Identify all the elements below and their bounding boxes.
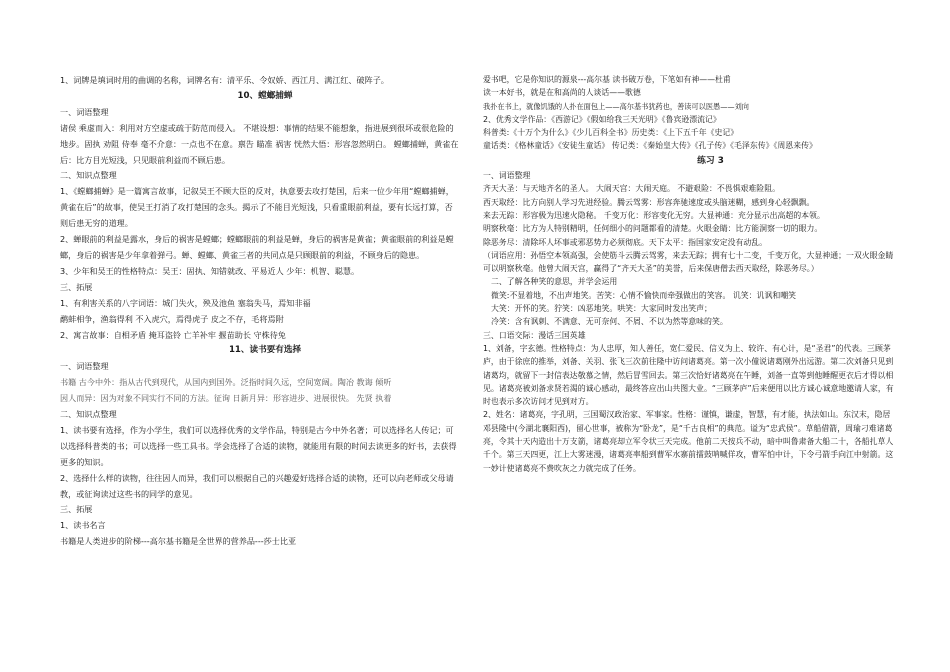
text-line: 一、词语整理	[60, 106, 109, 117]
text-line: 一、词语整理	[483, 171, 531, 181]
text-line: 除恶务尽：清除坏人坏事或邪恶势力必须彻底。天下太平：指国家安定没有动乱。	[483, 237, 768, 247]
text-line: 三、拓展	[60, 504, 93, 515]
text-line: 2、寓言故事：自相矛盾 掩耳盗铃 亡羊补牢 揠苗助长 守株待兔	[60, 329, 286, 340]
section-title: 11、读书要有选择	[228, 345, 302, 356]
text-line: 二、知识点整理	[60, 409, 117, 420]
text-line: 1、词牌是填词时用的曲调的名称，词牌名有：清平乐、令奴娇、西江月、满江红、破阵子。	[60, 75, 389, 85]
text-line: 明察秋毫：比方为人特别精明，任何细小的问题都看的清楚。火眼金睛：比方能洞察一切的眼力。	[483, 224, 823, 234]
text-line: 书籍 古今中外：指从古代到现代，从国内到国外。泛指时间久远，空间宽阔。陶冶 教诲 倾听	[60, 377, 392, 388]
text-line: 鹬蚌相争，渔翁得利 不入虎穴，焉得虎子 皮之不存，毛将焉附	[60, 313, 284, 324]
text-line: 三、口语交际：漫话三国英雄	[483, 330, 586, 340]
section-title: 练习 3	[697, 155, 724, 166]
text-line: 三、拓展	[60, 281, 93, 292]
text-line: 西天取经：比方向别人学习先进经验。腾云驾雾：形容奔驰速度或头脑迷糊，感到身心轻飘飘。	[483, 197, 815, 207]
text-line: 爱书吧，它是你知识的源泉---高尔基 读书破万卷，下笔如有神——杜甫	[483, 75, 731, 84]
text-line: 3、少年和吴王的性格特点：吴王：固执、知错就改、平易近人 少年：机智、聪慧。	[60, 265, 360, 276]
text-line: 1、读书要有选择，作为小学生，我们可以选择优秀的文学作品，特别是古今中外名著；可以选择名人传记；可以选择科普类的书；可以选择一些工具书。学会选择了合适的读物，就能用有限的时间去读更多的好书，去获得更多的知识。	[60, 424, 457, 467]
text-line: 科普类:《十万个为什么》《少儿百科全书》历史类：《上下五千年《史记》	[483, 128, 739, 138]
text-line: 童话类：《格林童话》《安徒生童话》 传记类：《秦始皇大传》《孔子传》《毛泽东传》《周恩来传》	[483, 141, 817, 151]
text-line: 2、优秀文学作品：《西游记》《假如给我三天光明》《鲁宾逊漂流记》	[483, 114, 721, 124]
text-line: 大笑：开怀的笑。狞笑：凶恶地笑。哄笑：大家同时发出笑声；	[491, 304, 712, 314]
section-title: 10、螳螂捕蝉	[237, 90, 293, 101]
text-line: 二、了解各种笑的意思，并学会运用	[491, 277, 618, 287]
right-column	[483, 73, 898, 475]
text-line: （词语应用：孙悟空本领高强，会使筋斗云腾云驾雾，来去无踪；拥有七十二变，千变万化，大显神通；一双火眼金睛可以明察秋毫。他曾大闹天宫，赢得了“齐天大圣”的美誉，后来保唐僧去西天取经，除恶务尽。）	[483, 250, 894, 274]
text-line: 书籍是人类进步的阶梯---高尔基书籍是全世界的营养品---莎士比亚	[60, 536, 297, 547]
text-line: 2、蝉眼前的利益是露水，身后的祸害是螳螂；螳螂眼前的利益是蝉，身后的祸害是黄雀；黄雀眼前的利益是螳螂，身后的祸害是少年拿着弹弓。蝉、螳螂、黄雀三者的共同点是只顾眼前的利益，不顾身后的隐患。	[60, 234, 454, 260]
text-line: 微笑:不显着地，不出声地笑。苦笑：心情不愉快而牵强做出的笑容。 讥笑：讥讽和嘲笑	[491, 290, 797, 300]
text-line: 2、选择什么样的读物，往往因人而异，我们可以根据自己的兴趣爱好选择合适的读物，还可以向老师或父母请教，或征询读过这些书的同学的意见。	[60, 472, 454, 499]
text-line: 来去无踪：形容极为迅速火隐秘。 千变万化：形容变化无穷。大显神通：充分显示出高超的本领。	[483, 210, 825, 220]
text-line: 1、刘备，字玄德。性格特点：为人忠厚，知人善任，宽仁爱民、信义为上、较许、有心计，是“圣君”的代表。三顾茅庐，由于徐庶的推举，刘备、关羽、张飞三次前往隆中访问诸葛亮。第一次小僮说诸葛刚外出远游。第二次刘备只见到诸葛均，就留下一封信表达敬慕之情，然后冒雪回去。第三次恰好诸葛亮在午睡，刘备一直等到他睡醒更衣后才得以相见。诸葛亮被刘备求贤若渴的诚心感动，最终答应出山共图大业。“三顾茅庐”后来便用以比方诚心诚意地邀请人家，有时也表示多次访问才见到对方。	[483, 343, 894, 407]
text-line: 我扑在书上，就像饥饿的人扑在面包上——高尔基书犹药也，善读可以医愚——刘向	[483, 101, 749, 111]
text-line: 齐天大圣：与天地齐名的圣人。 大闹天宫：大闹天庭。 不避艰险：不畏惧艰难险阻。	[483, 184, 780, 194]
text-line: 一、词语整理	[60, 361, 109, 372]
text-line: 2、姓名：诸葛亮，字孔明，三国蜀汉政治家、军事家。性格：谨慎，谦虚，智慧，有才能，执法如山。东汉末，隐居邓县隆中(今湖北襄阳西)，留心世事，被称为“卧龙”，是“千古良相”的典范。谥为“忠武侯”。草船借箭，周瑜刁难诸葛亮，令其十天内造出十万支箭，诸葛亮却立军令状三天完成。他前二天按兵不动，暗中叫鲁肃备大船二十，各船扎草人千个。第三天四更，江上大雾迷漫，诸葛亮率船到曹军水寨前擂鼓呐喊佯攻，曹军怕中计，下令弓箭手向江中射箭。这一妙计使诸葛亮不费吹灰之力就完成了任务。	[483, 410, 894, 473]
text-line: 1、《螳螂捕蝉》是一篇寓言故事，记叙吴王不顾大臣的反对，执意要去攻打楚国，后来一位少年用“螳螂捕蝉，黄雀在后”的故事，使吴王打消了攻打楚国的念头。揭示了不能目光短浅，只看重眼前利益，要有长远打算，否则后患无穷的道理。	[60, 186, 454, 229]
text-line: 冷笑：含有讽刺、不满意、无可奈何、不屑、不以为然等意味的笑。	[491, 317, 728, 327]
text-line: 读一本好书，就是在和高尚的人谈话——歌德	[483, 88, 641, 98]
text-line: 二、知识点整理	[60, 170, 117, 181]
text-line: 诸侯 乘虚而入：利用对方空虚或疏于防范而侵入。 不堪设想：事情的结果不能想象，指进展到很坏或很危险的地步。固执 劝阻 侍奉 毫不介意：一点也不在意。禀告 瞄准 祸害 恍然大悟：形容忽然明白。 螳螂捕蝉，黄雀在后：比方目光短浅，只见眼前利益而不顾后患。	[60, 122, 459, 165]
left-column	[60, 73, 460, 550]
text-line: 1、有利害关系的八字词语：城门失火，殃及池鱼 塞翁失马，焉知非福	[60, 297, 311, 308]
text-line: 1、读书名言	[60, 520, 106, 531]
text-line: 因人而异：因为对象不同实行不同的方法。征询 日新月异：形容进步、进展很快。 先贤 执着	[60, 393, 392, 404]
